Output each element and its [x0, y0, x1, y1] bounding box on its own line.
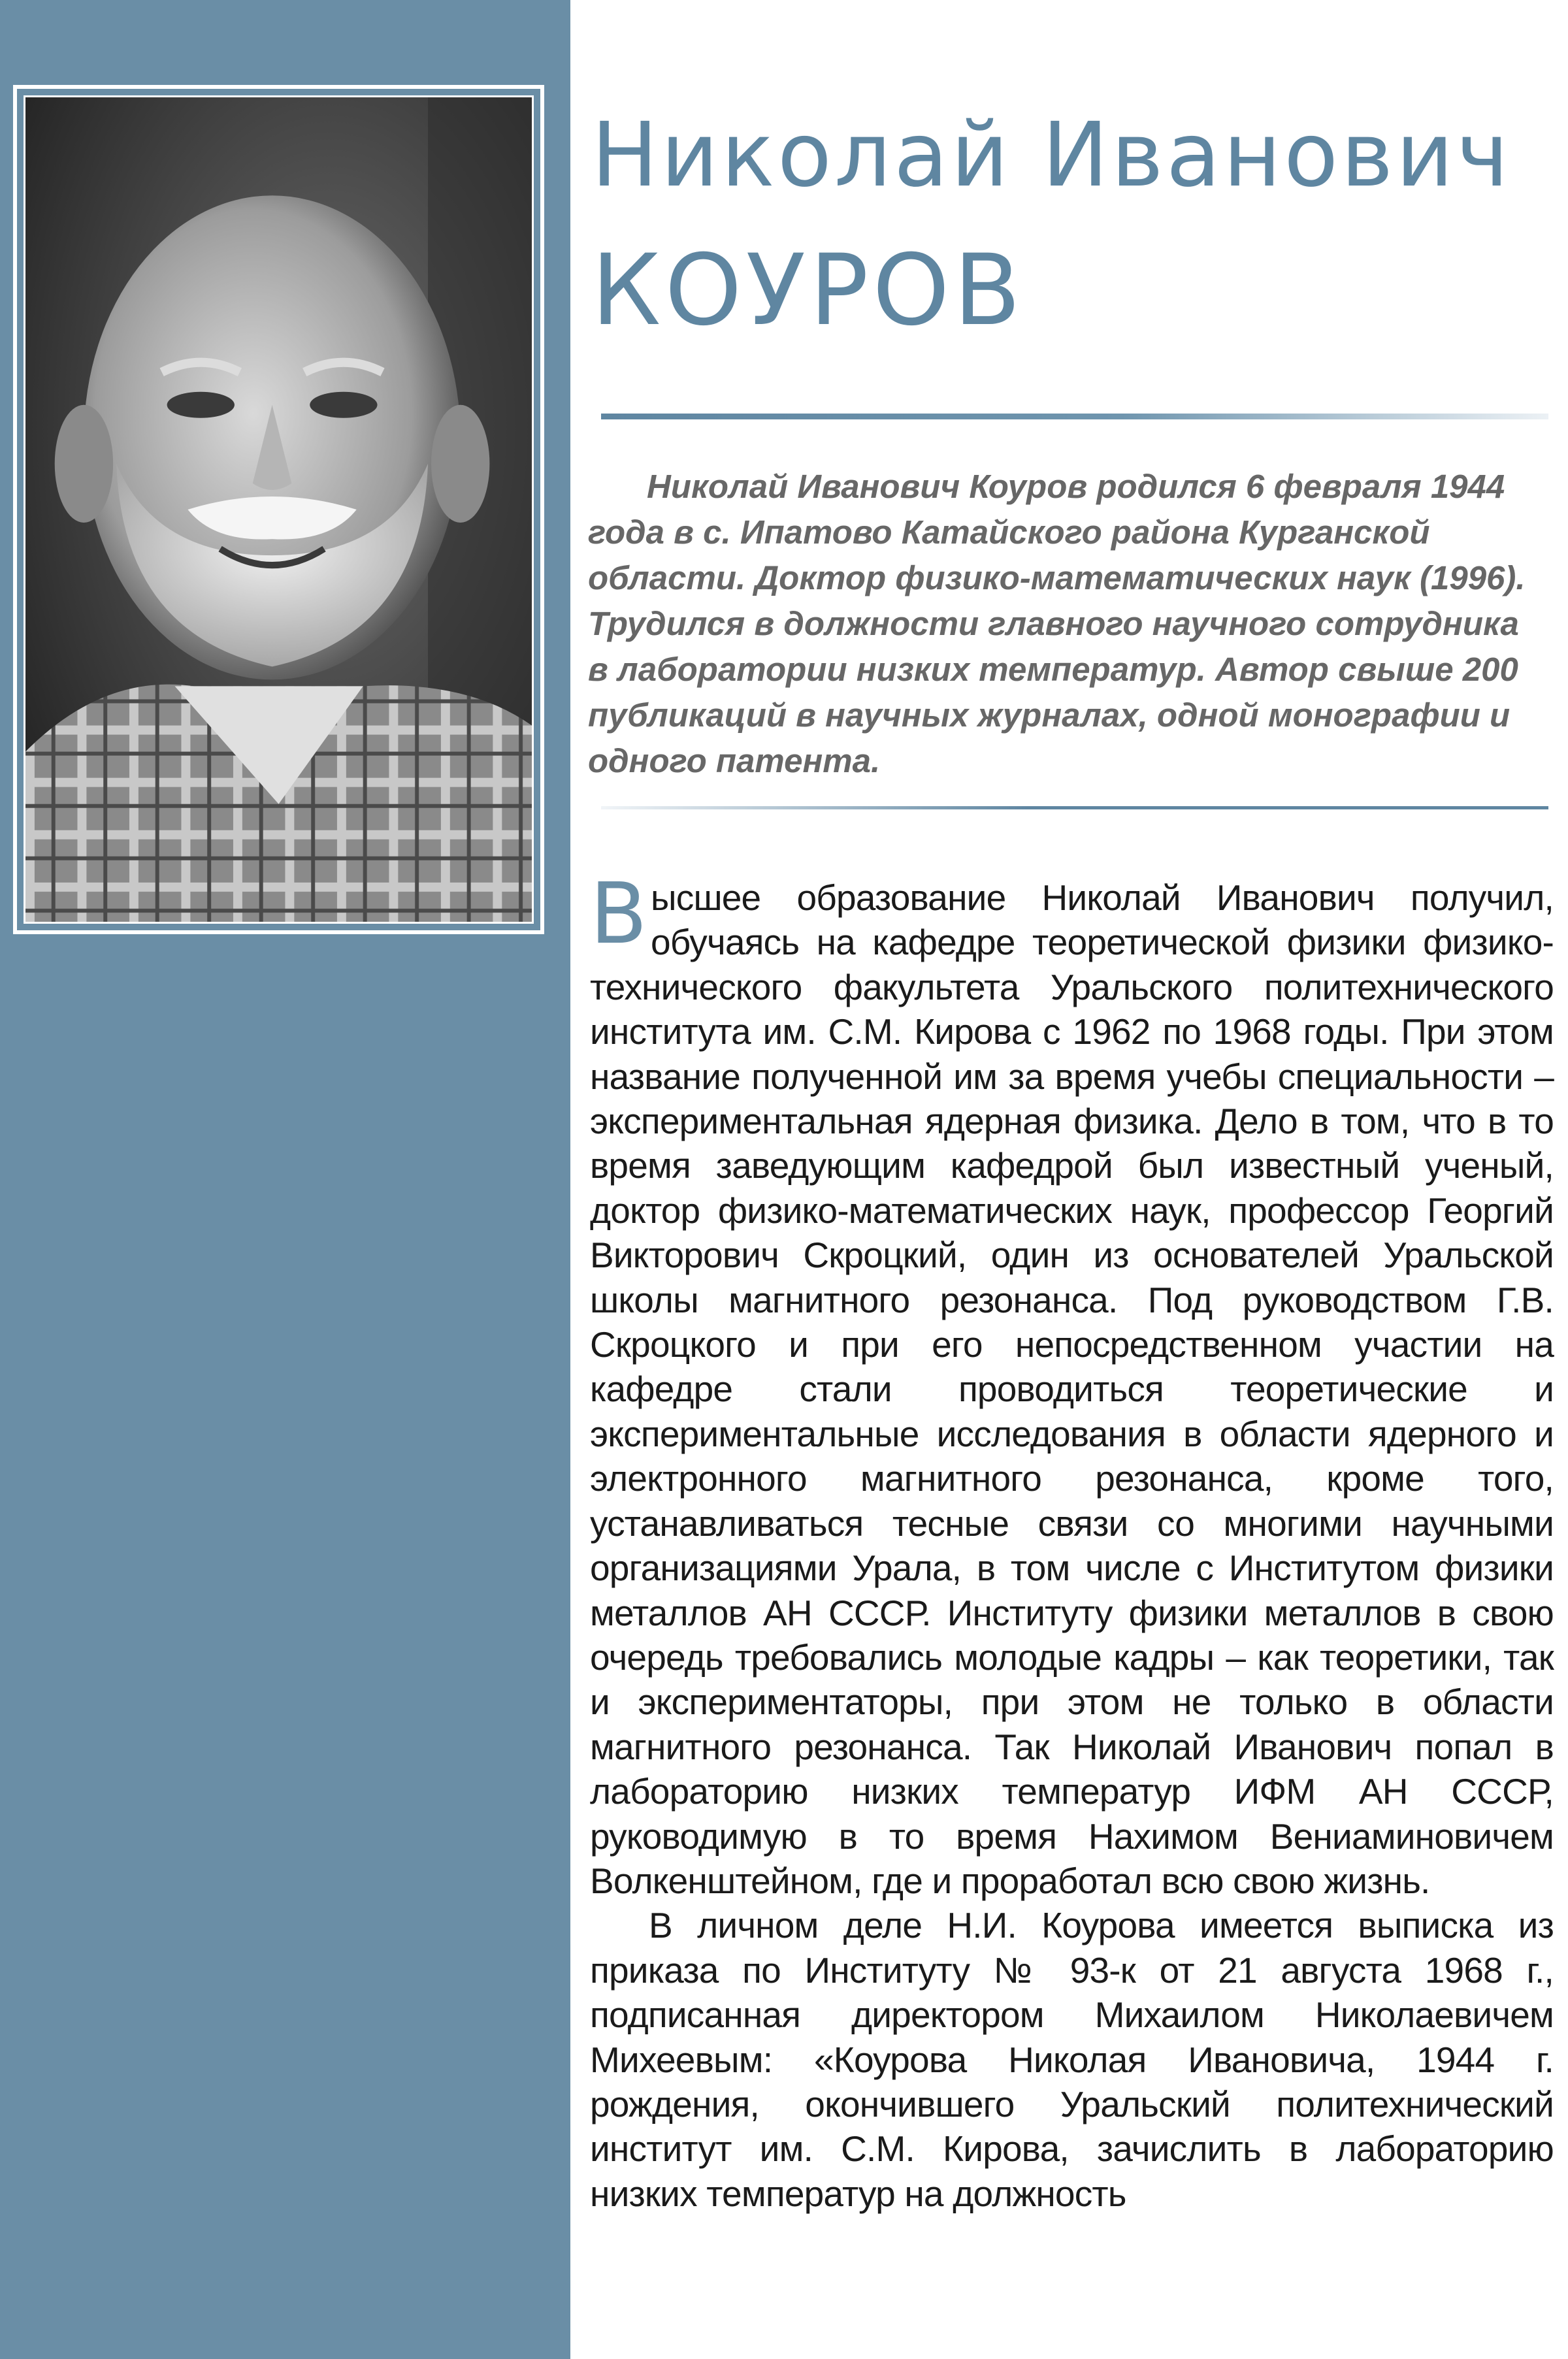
- drop-cap: В: [590, 866, 647, 963]
- top-divider: [601, 414, 1548, 419]
- article-body: [590, 866, 1554, 2216]
- portrait-photo: [24, 95, 534, 924]
- paragraph-1-text: ысшее образование Николай Иванович получил, обучаясь на кафедре теоретической физики физико-технического факультета Уральского политехнического института им. С.М. Кирова с 1962 по 1968 годы. При этом название полученной им за время учебы специальности – экспериментальная ядерная физика. Дело в том, что в то время заведующим кафедрой был известный ученый, доктор физико-математических наук, профессор Георгий Викторович Скроцкий, один из основателей Уральской школы магнитного резонанса. Под руководством Г.В. Скроцкого и при его непосредственном участии на кафедре стали проводиться теоретические и экспериментальные исследования в области ядерного и электронного магнитного резонанса, кроме того, устанавливаться тесные связи со многими научными организациями Урала, в том числе с Институтом физики металлов АН СССР. Институту физики металлов в свою очередь требовались молодые кадры – как теоретики, так и экспериментаторы, при этом не только в области магнитного резонанса. Так Николай Иванович попал в лабораторию низких температур ИФМ АН СССР, руководимую в то время Нахимом Вениаминовичем Волкенштейном, где и проработал всю свою жизнь.: [590, 877, 1554, 1901]
- biography-summary: [588, 464, 1541, 784]
- surname: КОУРОВ: [591, 234, 1025, 348]
- paragraph-1: [590, 866, 1554, 1903]
- paragraph-2: В личном деле Н.И. Коурова имеется выписка из приказа по Институту № 93-к от 21 августа 1968 г., подписанная директором Михаилом Николаевичем Михеевым: «Коурова Николая Ивановича, 1944 г. рождения, окончившего Уральский политехнический институт им. С.М. Кирова, зачислить в лабораторию низких температур на должность: [590, 1905, 1554, 2214]
- portrait-frame: [13, 85, 544, 934]
- summary-text: Николай Иванович Коуров родился 6 февраля 1944 года в с. Ипатово Катайского района Курганской области. Доктор физико-математических наук (1996). Трудился в должности главного научного сотрудника в лаборатории низких температур. Автор свыше 200 публикаций в научных журналах, одной монографии и одного патента.: [588, 468, 1526, 779]
- bottom-divider: [601, 806, 1548, 809]
- portrait-icon: [25, 97, 532, 922]
- first-name: Николай Иванович: [591, 104, 1512, 207]
- left-sidebar: [0, 0, 570, 2359]
